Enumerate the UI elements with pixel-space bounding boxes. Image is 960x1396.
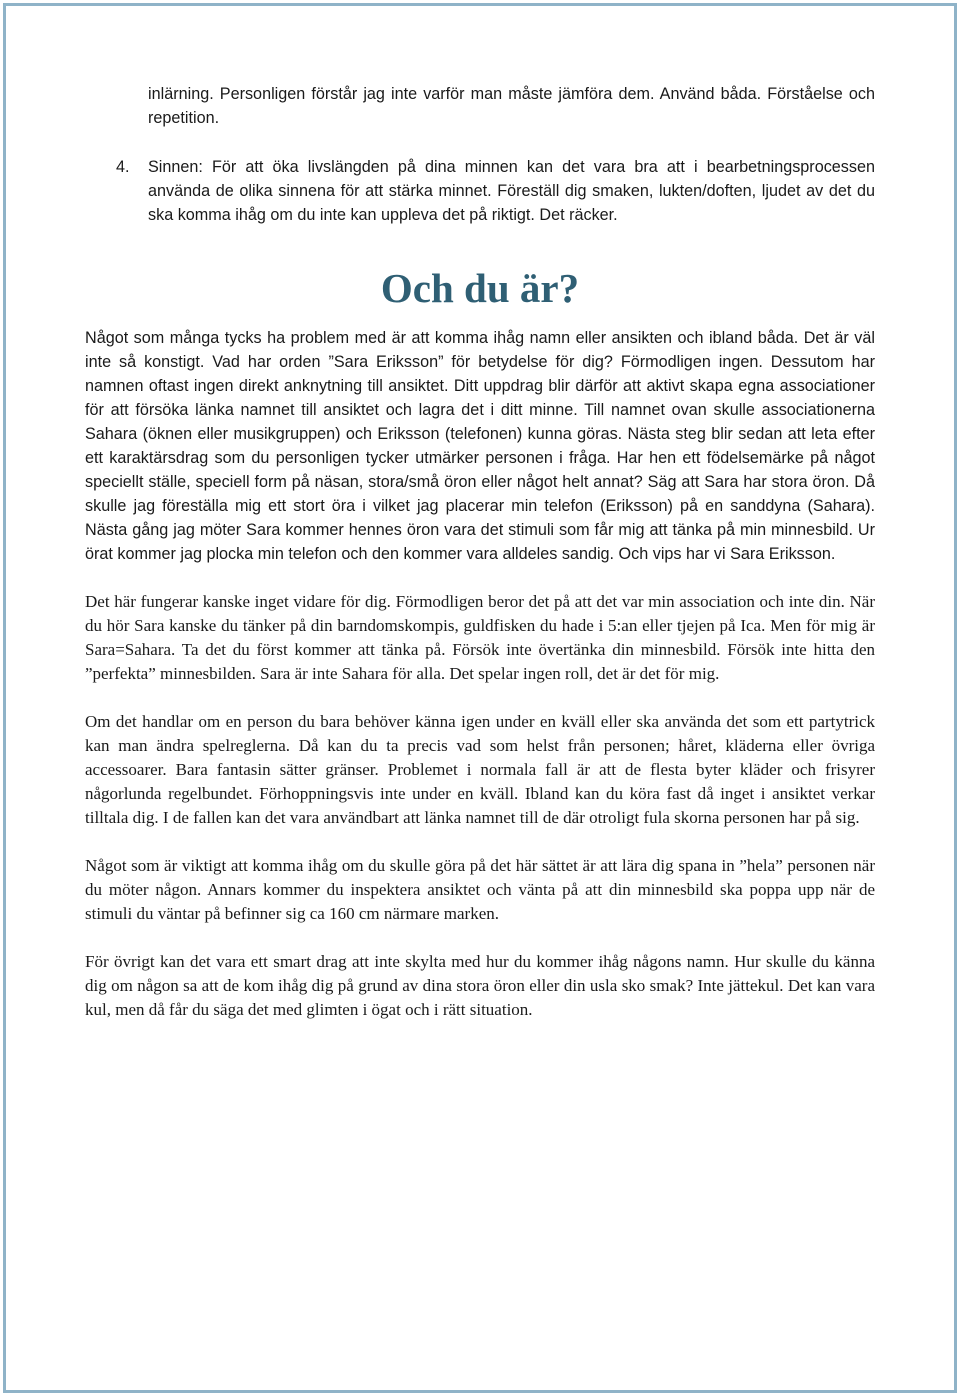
list-item-text: Sinnen: För att öka livslängden på dina minnen kan det vara bra att i bearbetningsprocessen använda de olika sinnena för att stärka minnet. Föreställ dig smaken, lukten/doften, ljudet av det du ska komma ihåg om du inte kan uppleva det på riktigt. Det räcker. xyxy=(148,158,875,224)
paragraph-4: Något som är viktigt att komma ihåg om du skulle göra på det här sättet är att lära dig spana in ”hela” personen när du möter någon. Annars kommer du inspektera ansiktet och vänta på att din minnesbild ska poppa upp när de stimuli du väntar på befinner sig ca 160 cm närmare marken. xyxy=(85,856,875,923)
intro-paragraph: inlärning. Personligen förstår jag inte varför man måste jämföra dem. Använd båda. Förståelse och repetition. xyxy=(148,85,875,127)
paragraph-1: Något som många tycks ha problem med är att komma ihåg namn eller ansikten och ibland båda. Det är väl inte så konstigt. Vad har orden ”Sara Eriksson” för betydelse för dig? Förmodligen ingen. Dessutom har namnen oftast ingen direkt anknytning till ansiktet. Ditt uppdrag blir därför att aktivt skapa egna associationer för att försöka länka namnet till ansiktet och lagra det i ditt minne. Till namnet ovan skulle associationerna Sahara (öknen eller musikgruppen) och Eriksson (telefonen) kunna göras. Nästa steg blir sedan att leta efter ett karaktärsdrag som du personligen tycker utmärker personen i fråga. Har hen ett födelsemärke på något speciellt ställe, speciell form på näsan, stora/små öron eller något helt annat? Säg att Sara har stora öron. Då skulle jag föreställa mig ett stort öra i vilket jag placerar min telefon (Eriksson) på en sanddyna (Sahara). Nästa gång jag möter Sara kommer hennes öron vara det stimuli som får mig att tänka på min minnesbild. Ur örat kommer jag plocka min telefon och den kommer vara alldeles sandig. Och vips har vi Sara Eriksson. xyxy=(85,329,875,563)
list-item-4 xyxy=(85,155,875,227)
document-body xyxy=(85,82,875,1022)
paragraph-5: För övrigt kan det vara ett smart drag att inte skylta med hur du kommer ihåg någons namn. Hur skulle du känna dig om någon sa att de kom ihåg dig på grund av dina stora öron eller din usla sko smak? Inte jättekul. Det kan vara kul, men då får du säga det med glimten i ögat och i rätt situation. xyxy=(85,952,875,1019)
list-number: 4. xyxy=(116,158,130,176)
paragraph-3: Om det handlar om en person du bara behöver känna igen under en kväll eller ska använda det som ett partytrick kan man ändra spelreglerna. Då kan du ta precis vad som helst från personen; håret, kläderna eller övriga accessoarer. Bara fantasin sätter gränser. Problemet i normala fall är att de flesta byter kläder och frisyrer någorlunda regelbundet. Förhoppningsvis inte under en kväll. Ibland kan du köra fast då inget i ansiktet verkar tilltala dig. I de fallen kan det vara användbart att länka namnet till de där otroligt fula skorna personen har på sig. xyxy=(85,712,875,827)
paragraph-2: Det här fungerar kanske inget vidare för dig. Förmodligen beror det på att det var min association och inte din. När du hör Sara kanske du tänker på din barndomskompis, guldfisken du hade i 5:an eller tjejen på Ica. Men för mig är Sara=Sahara. Ta det du först kommer att tänka på. Försök inte övertänka din minnesbild. Försök inte hitta den ”perfekta” minnesbilden. Sara är inte Sahara för alla. Det spelar ingen roll, det är det för mig. xyxy=(85,592,875,683)
section-heading: Och du är? xyxy=(380,265,580,311)
